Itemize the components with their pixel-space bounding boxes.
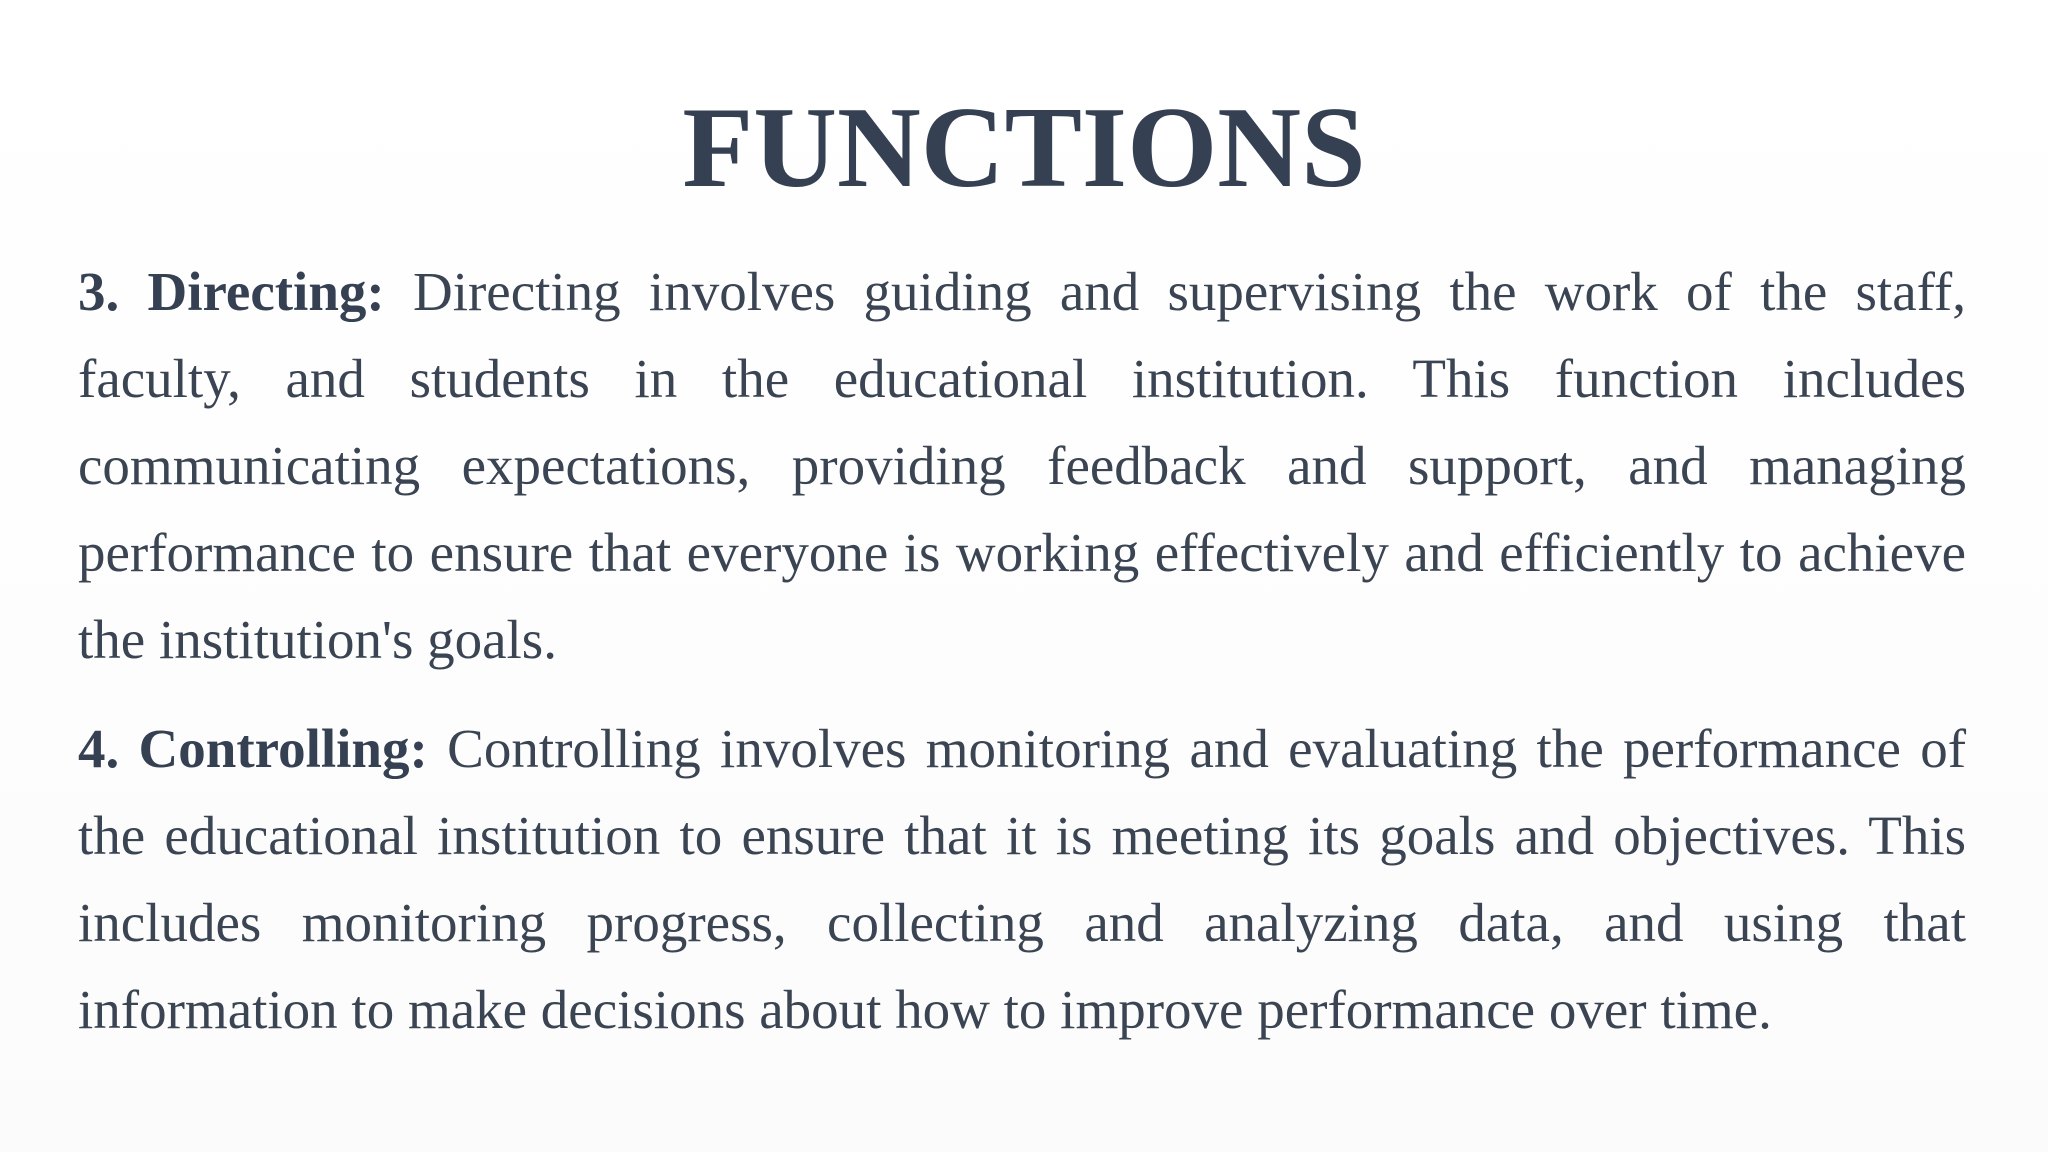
directing-heading: 3. Directing: (78, 261, 385, 322)
controlling-text: Controlling involves monitoring and evaluating the performance of the educational institution to ensure that it is meeting its goals and objectives. This includes monitoring progress, collecting and analyzing data, and using that information to make decisions about how to improve performance over time. (78, 718, 1967, 1040)
controlling-heading: 4. Controlling: (78, 718, 428, 779)
directing-text: Directing involves guiding and supervising the work of the staff, faculty, and students in the educational institution. This function includes communicating expectations, providing feedback and support, and managing performance to ensure that everyone is working effectively and efficiently to achieve the institution's goals. (78, 261, 1966, 670)
paragraph-controlling (78, 705, 1966, 1053)
paragraph-directing (78, 248, 1966, 683)
slide-title: FUNCTIONS (682, 84, 1366, 212)
